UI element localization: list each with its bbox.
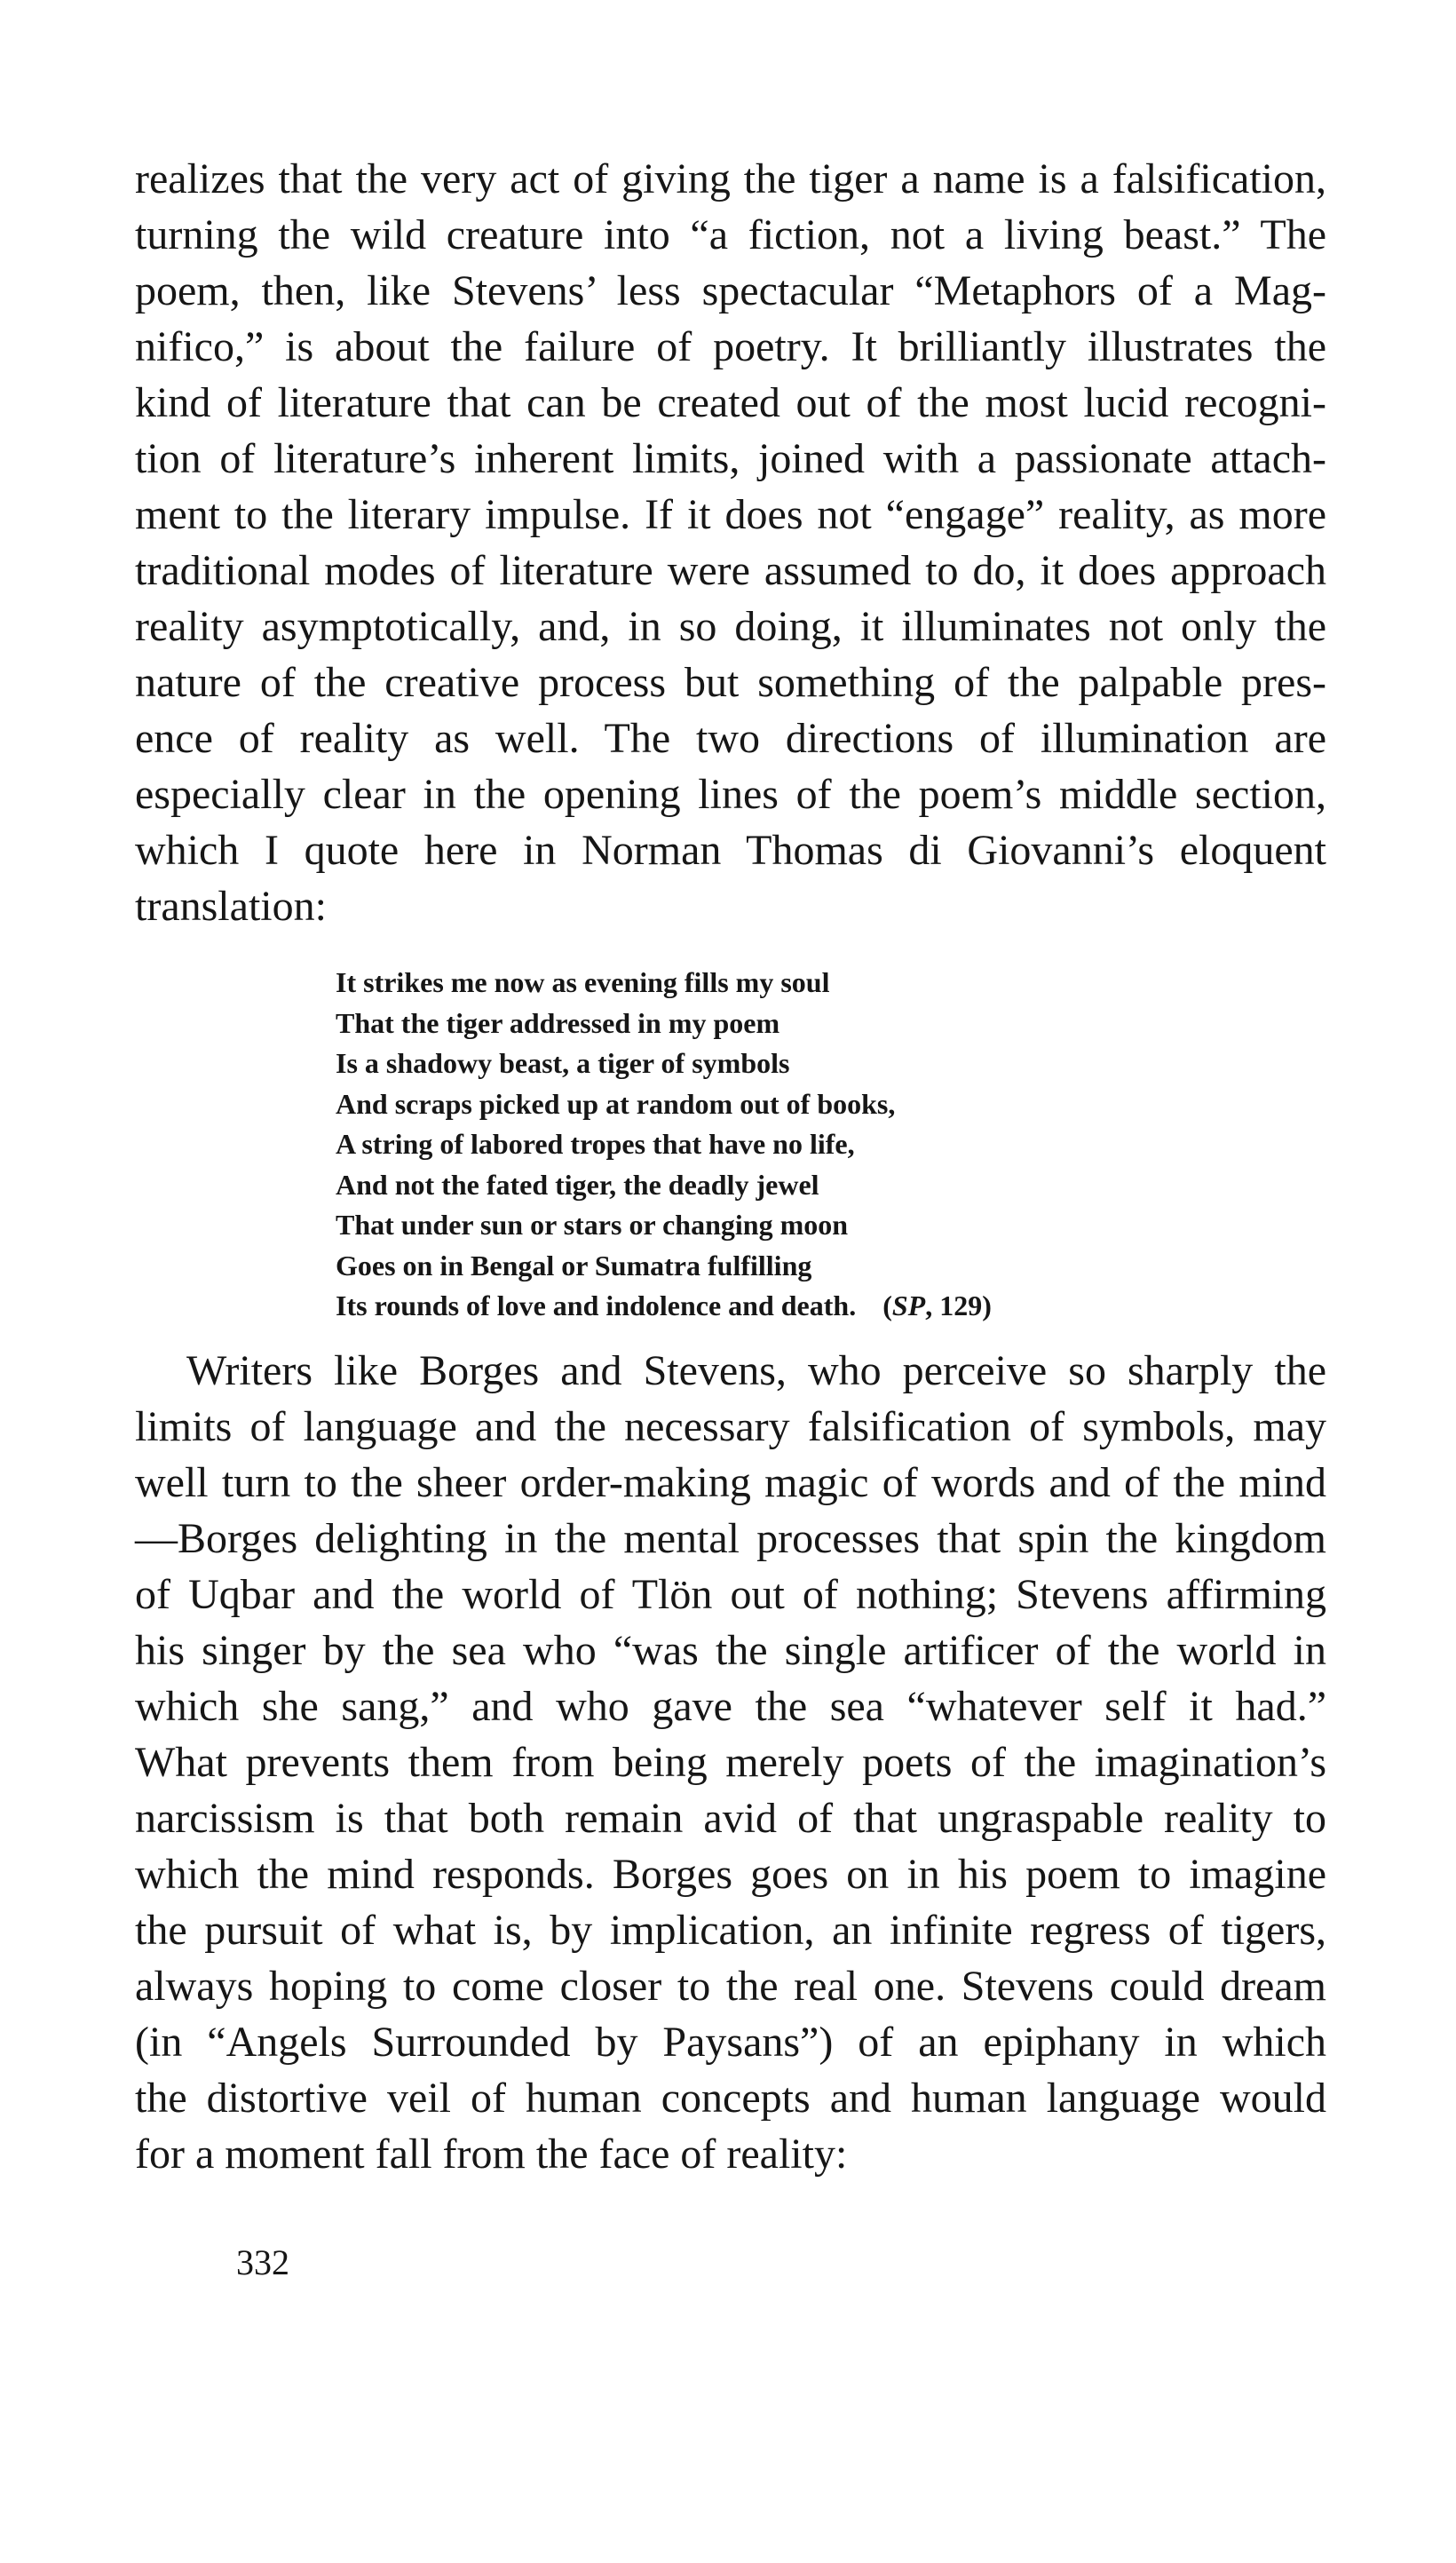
text-line: turning the wild creature into “a fiction, not a living beast.” The <box>135 211 1326 258</box>
text-line: ence of reality as well. The two directions of illumination are <box>135 715 1326 762</box>
text-line: nifico,” is about the failure of poetry. It brilliantly illustrates the <box>135 323 1326 370</box>
text-line: —Borges delighting in the mental processes that spin the kingdom <box>135 1515 1326 1562</box>
text-line: ment to the literary impulse. If it does not “engage” reality, as more <box>135 491 1326 538</box>
text-line: traditional modes of literature were assumed to do, it does approach <box>135 547 1326 594</box>
verse-line: That under sun or stars or changing moon <box>336 1209 849 1241</box>
citation: (SP, 129) <box>882 1289 992 1321</box>
verse-line: Goes on in Bengal or Sumatra fulfilling <box>336 1249 812 1282</box>
text-line: What prevents them from being merely poets of the imagination’s <box>135 1739 1326 1786</box>
text-line: narcissism is that both remain avid of that ungraspable reality to <box>135 1795 1326 1842</box>
verse-line: A string of labored tropes that have no life, <box>336 1128 855 1160</box>
verse-line: It strikes me now as evening fills my soul <box>336 966 830 998</box>
verse-line: That the tiger addressed in my poem <box>336 1006 780 1039</box>
text-line: well turn to the sheer order-making magic of words and of the mind <box>135 1459 1326 1506</box>
verse-line: And scraps picked up at random out of books, <box>336 1087 896 1120</box>
text-line: tion of literature’s inherent limits, joined with a passionate attach- <box>135 435 1326 482</box>
verse-line-final <box>336 1286 992 1327</box>
page-number: 332 <box>236 2242 289 2282</box>
verse-line: And not the fated tiger, the deadly jewel <box>336 1168 819 1201</box>
text-line: limits of language and the necessary falsification of symbols, may <box>135 1403 1326 1450</box>
text-line: reality asymptotically, and, in so doing, it illuminates not only the <box>135 603 1326 650</box>
verse-line: Its rounds of love and indolence and death. <box>336 1289 857 1321</box>
text-line: always hoping to come closer to the real one. Stevens could dream <box>135 1963 1326 2010</box>
verse-quotation <box>336 963 992 1327</box>
text-line: the distortive veil of human concepts and human language would <box>135 2075 1326 2122</box>
text-line: the pursuit of what is, by implication, an infinite regress of tigers, <box>135 1907 1326 1954</box>
text-line: Writers like Borges and Stevens, who perceive so sharply the <box>186 1347 1326 1394</box>
text-line: for a moment fall from the face of reality: <box>135 2131 848 2178</box>
text-line: especially clear in the opening lines of the poem’s middle section, <box>135 771 1326 818</box>
text-line: his singer by the sea who “was the single artificer of the world in <box>135 1627 1326 1674</box>
text-line: kind of literature that can be created out of the most lucid recogni- <box>135 379 1326 426</box>
text-line: which the mind responds. Borges goes on in his poem to imagine <box>135 1851 1326 1898</box>
text-line: nature of the creative process but something of the palpable pres- <box>135 659 1326 706</box>
text-line: poem, then, like Stevens’ less spectacular “Metaphors of a Mag- <box>135 267 1326 314</box>
text-line: translation: <box>135 883 327 930</box>
text-line: of Uqbar and the world of Tlön out of nothing; Stevens affirming <box>135 1571 1326 1618</box>
citation-source: SP <box>891 1289 926 1321</box>
text-line: (in “Angels Surrounded by Paysans”) of an epiphany in which <box>135 2019 1326 2066</box>
text-line: realizes that the very act of giving the tiger a name is a falsification, <box>135 155 1326 202</box>
text-line: which I quote here in Norman Thomas di Giovanni’s eloquent <box>135 827 1326 874</box>
verse-line: Is a shadowy beast, a tiger of symbols <box>336 1047 790 1079</box>
text-line: which she sang,” and who gave the sea “whatever self it had.” <box>135 1683 1326 1730</box>
